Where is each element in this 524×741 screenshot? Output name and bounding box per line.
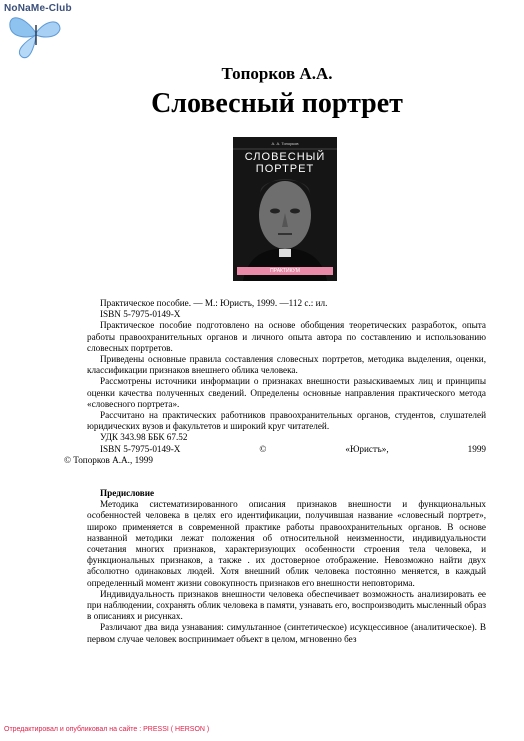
book-title: Словесный портрет [151,88,403,119]
cover-title-line: ПОРТРЕТ [255,163,315,175]
publisher-name: «Юристъ», [345,443,389,454]
preface-heading: Предисловие [100,488,155,499]
publication-year: 1999 [467,443,486,454]
abstract-paragraph: Рассчитано на практических работников правоохранительных органов, студентов, слушателей юридических вузов и факультетов и широкий круг читателей. [87,410,486,432]
document-body [64,298,486,645]
cover-series-band [237,267,333,275]
book-author: Топорков А.А. [221,64,333,83]
abstract-paragraph: Приведены основные правила составления словесных портретов, методика выделения, оценки, классификации признаков внешнего облика человека. [87,354,486,376]
editor-credit-footer: Отредактировал и опубликовал на сайте : PRESSI ( HERSON ) [4,726,210,733]
cover-title [233,151,337,175]
isbn-line: ISBN 5-7975-0149-X [100,309,181,320]
cover-title-line: СЛОВЕСНЫЙ [244,151,326,163]
butterfly-icon [6,11,66,61]
isbn-line: ISBN 5-7975-0149-X [100,443,181,454]
abstract-paragraph: Практическое пособие подготовлено на основе обобщения теоретических разработок, опыта работы правоохранительных органов и личного опыта автора по составлению и использованию словесных портретов. [87,320,486,353]
preface-paragraph: Различают два вида узнавания: симультанное (синтетическое) исукцессивное (аналитическое). В первом случае человек воспринимает объект в целом, мгновенно без [87,622,486,644]
cover-series-label: ПРАКТИКУМ [270,268,300,274]
udk-line: УДК 343.98 ББК 67.52 [100,432,188,443]
book-cover-image [233,137,337,281]
imprint-line: Практическое пособие. — М.: Юристъ, 1999. —112 с.: ил. [100,298,328,308]
preface-paragraph: Индивидуальность признаков внешности человека обеспечивает возможность анализировать ее при наблюдении, сохранять облик человека в памяти, узнавать его, воспроизводить мысленный образ в описаниях и рисунках. [87,588,486,622]
copyright-line: © Топорков А.А., 1999 [64,454,153,465]
isbn-publisher-row [87,444,486,455]
copyright-symbol: © [259,443,267,454]
site-logo [4,3,114,58]
preface-paragraph: Методика систематизированного описания признаков внешности и функциональных особенностей человека в целях его идентификации, получившая название «словесный портрет», широко применяется в современной практике работы правоохранительных органов. В основе названной методики лежат положения об относительной неизменности, индивидуальности сочетания многих признаков, характеризующих особенности строения тела человека, и функциональных признаков, а также . их достоверное отображение. Невозможно найти двух абсолютно одинаковых людей. Хотя внешний облик человека постоянно меняется, в каждый определенный момент жизни совокупность признаков его внешности неповторима. [87,499,486,588]
abstract-paragraph: Рассмотрены источники информации о признаках внешности разыскиваемых лиц и принципы оценки качества полученных сведений. Определены основные направления практического метода «словесного портрета». [87,376,486,409]
logo-text: NoNaMe-Club [4,3,72,14]
cover-author: А. А. Топорков [271,141,299,146]
